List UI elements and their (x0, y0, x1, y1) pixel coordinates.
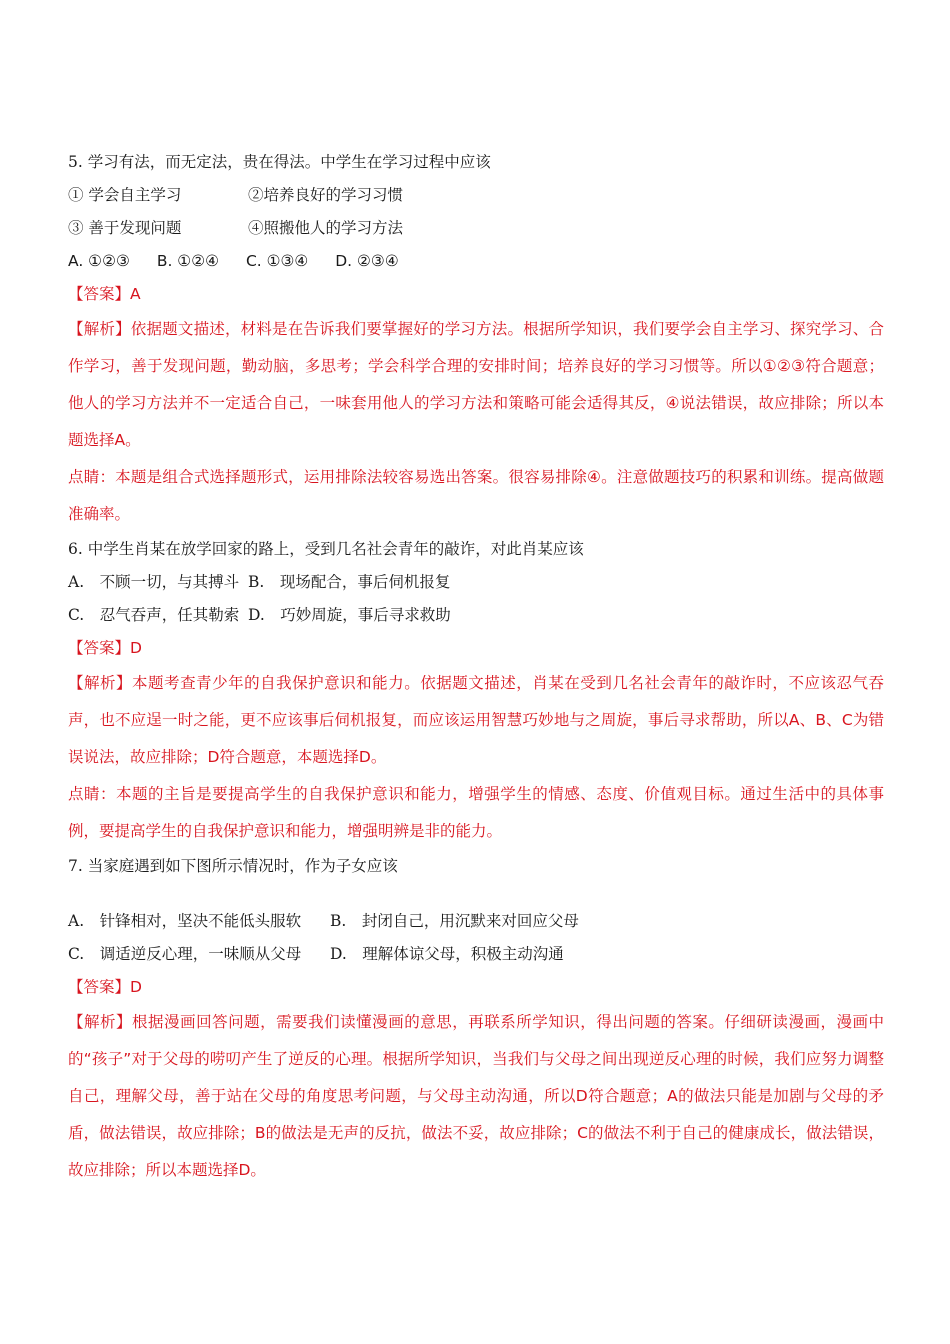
q7-option-b: B. 封闭自己，用沉默来对回应父母 (330, 912, 579, 930)
q7-options-row-2 (68, 938, 884, 971)
q5-choice-b: B. ①②④ (156, 252, 219, 270)
document-page (68, 146, 884, 1189)
q5-analysis: 【解析】依据题文描述，材料是在告诉我们要掌握好的学习方法。根据所学知识，我们要学会自主学习、探究学习、合作学习，善于发现问题，勤动脑，多思考；学会科学合理的安排时间；培养良好的学习习惯等。所以①②③符合题意；他人的学习方法并不一定适合自己，一味套用他人的学习方法和策略可能会适得其反，④说法错误，故应排除；所以本题选择A。 (68, 320, 884, 449)
q5-choice-a: A. ①②③ (68, 252, 130, 270)
q5-stem: 5. 学习有法，而无定法，贵在得法。中学生在学习过程中应该 (68, 153, 491, 171)
q7-answer: 【答案】D (68, 978, 142, 996)
q7-image-placeholder (68, 883, 884, 905)
q7-option-a: A. 针锋相对，坚决不能低头服软 (68, 912, 302, 930)
q6-tip: 点睛：本题的主旨是要提高学生的自我保护意识和能力，增强学生的情感、态度、价值观目标。通过生活中的具体事例，要提高学生的自我保护意识和能力，增强明辨是非的能力。 (68, 785, 884, 840)
q7-options-row-1 (68, 905, 884, 938)
q6-option-a: A. 不顾一切，与其搏斗 (68, 573, 240, 591)
q5-tip: 点睛：本题是组合式选择题形式，运用排除法较容易选出答案。很容易排除④。注意做题技巧的积累和训练。提高做题准确率。 (68, 468, 884, 523)
q6-option-d: D. 巧妙周旋，事后寻求救助 (248, 606, 451, 624)
q6-option-b: B. 现场配合，事后伺机报复 (248, 573, 451, 591)
q5-items-row-2 (68, 212, 884, 245)
q5-choices (68, 245, 884, 278)
q5-items-row-1 (68, 179, 884, 212)
q7-option-d: D. 理解体谅父母，积极主动沟通 (330, 945, 564, 963)
q5-answer: 【答案】A (68, 285, 141, 303)
q5-choice-c: C. ①③④ (245, 252, 309, 270)
q6-option-c: C. 忍气吞声，任其勒索 (68, 606, 240, 624)
q5-choice-d: D. ②③④ (335, 252, 399, 270)
q5-item-1: ① 学会自主学习 (68, 186, 182, 204)
q5-item-3: ③ 善于发现问题 (68, 219, 182, 237)
q6-stem: 6. 中学生肖某在放学回家的路上，受到几名社会青年的敲诈，对此肖某应该 (68, 540, 584, 558)
q7-analysis: 【解析】根据漫画回答问题，需要我们读懂漫画的意思，再联系所学知识，得出问题的答案。仔细研读漫画，漫画中的“孩子”对于父母的唠叨产生了逆反的心理。根据所学知识，当我们与父母之间出现逆反心理的时候，我们应努力调整自己，理解父母，善于站在父母的角度思考问题，与父母主动沟通，所以D符合题意；A的做法只能是加剧与父母的矛盾，做法错误，故应排除；B的做法是无声的反抗，做法不妥，故应排除；C的做法不利于自己的健康成长，做法错误，故应排除；所以本题选择D。 (68, 1013, 884, 1179)
q7-stem: 7. 当家庭遇到如下图所示情况时，作为子女应该 (68, 857, 398, 875)
q6-analysis: 【解析】本题考查青少年的自我保护意识和能力。依据题文描述，肖某在受到几名社会青年的敲诈时，不应该忍气吞声，也不应逞一时之能，更不应该事后伺机报复，而应该运用智慧巧妙地与之周旋，事后寻求帮助，所以A、B、C为错误说法，故应排除；D符合题意，本题选择D。 (68, 674, 884, 766)
q7-option-c: C. 调适逆反心理，一味顺从父母 (68, 945, 302, 963)
q5-item-4: ④照搬他人的学习方法 (248, 219, 404, 237)
q6-answer: 【答案】D (68, 639, 142, 657)
q6-options-row-2 (68, 599, 884, 632)
q5-item-2: ②培养良好的学习习惯 (248, 186, 404, 204)
q6-options-row-1 (68, 566, 884, 599)
